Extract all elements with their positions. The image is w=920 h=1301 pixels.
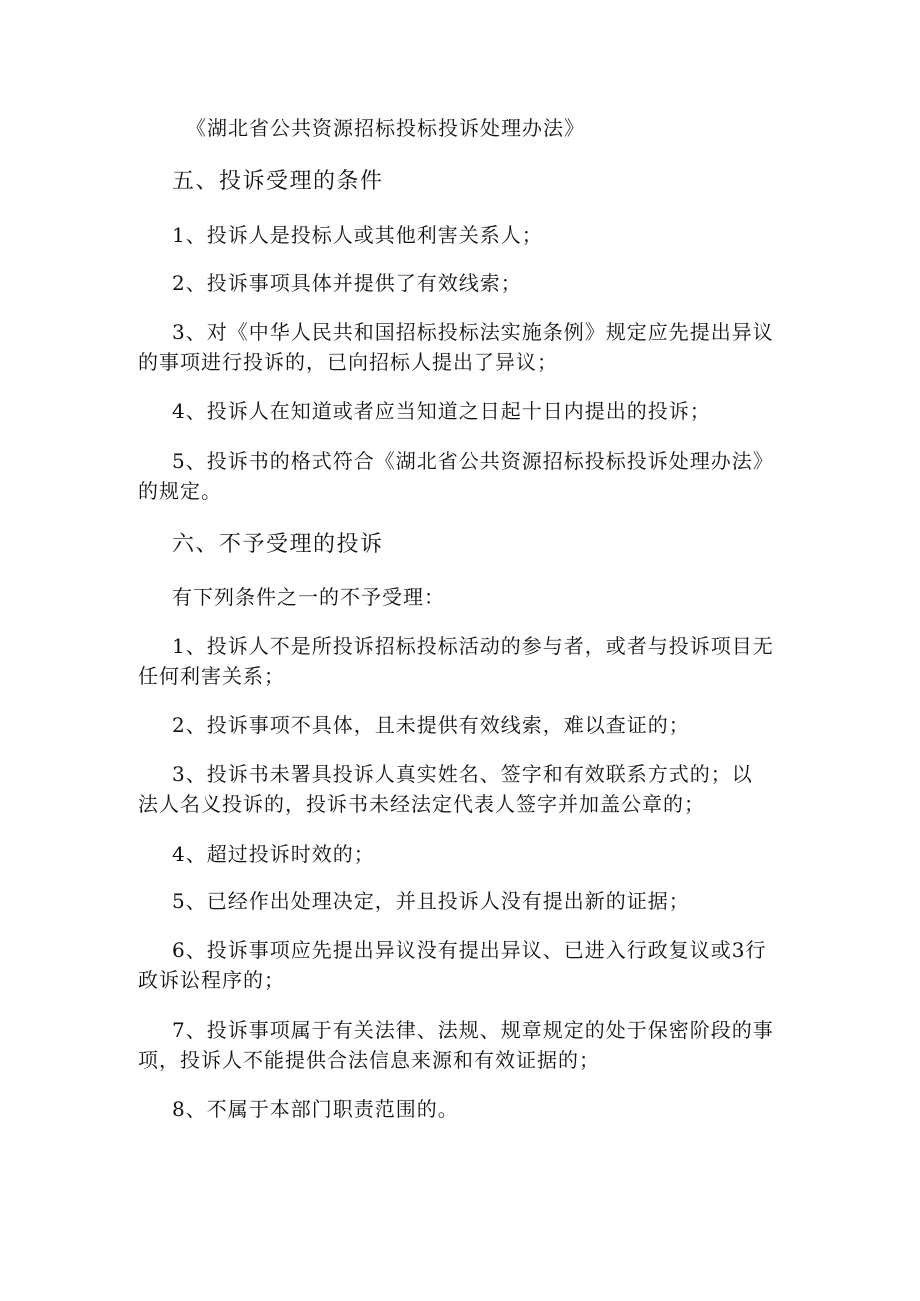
section-6-item-1-line-2: 任何利害关系；: [138, 664, 285, 688]
section-6-item-1-line-1: 1、投诉人不是所投诉招标投标活动的参与者，或者与投诉项目无: [172, 634, 774, 658]
section-6-heading: 六、不予受理的投诉: [172, 532, 384, 557]
section-5-item-5-line-1: 5、投诉书的格式符合《湖北省公共资源招标投标投诉处理办法》: [172, 449, 774, 473]
section-6-item-6-line-1: 6、投诉事项应先提出异议没有提出异议、已进入行政复议或3行: [172, 938, 767, 962]
section-5-heading: 五、投诉受理的条件: [172, 169, 384, 194]
section-5-item-5: [138, 446, 774, 506]
section-6-item-1: [138, 631, 774, 691]
section-6-item-2: 2、投诉事项不具体，且未提供有效线索，难以查证的；: [172, 713, 690, 737]
section-6-item-5: 5、已经作出处理决定，并且投诉人没有提出新的证据；: [172, 889, 690, 913]
section-5-item-3-line-1: 3、对《中华人民共和国招标投标法实施条例》规定应先提出异议: [172, 320, 774, 344]
section-5-item-2: 2、投诉事项具体并提供了有效线索；: [172, 271, 522, 295]
section-5-item-3: [138, 317, 774, 377]
section-5-item-4: 4、投诉人在知道或者应当知道之日起十日内提出的投诉；: [172, 399, 711, 423]
section-5-item-1: 1、投诉人是投标人或其他利害关系人；: [172, 223, 543, 247]
section-6-item-3-line-2: 法人名义投诉的，投诉书未经法定代表人签字并加盖公章的；: [138, 792, 705, 816]
reference-title: 《湖北省公共资源招标投标投诉处理办法》: [186, 116, 585, 140]
section-6-item-7-line-1: 7、投诉事项属于有关法律、法规、规章规定的处于保密阶段的事: [172, 1018, 774, 1042]
section-6-item-6: [138, 935, 766, 995]
section-6-item-7: [138, 1015, 774, 1075]
section-6-item-8: 8、不属于本部门职责范围的。: [172, 1097, 459, 1121]
section-6-item-3: [138, 759, 753, 819]
section-5-item-5-line-2: 的规定。: [138, 479, 222, 503]
section-6-intro: 有下列条件之一的不予受理：: [172, 585, 445, 609]
section-6-item-7-line-2: 项，投诉人不能提供合法信息来源和有效证据的；: [138, 1048, 600, 1072]
section-6-item-4: 4、超过投诉时效的；: [172, 842, 375, 866]
section-6-item-6-line-2: 政诉讼程序的；: [138, 968, 285, 992]
section-6-item-3-line-1: 3、投诉书未署具投诉人真实姓名、签字和有效联系方式的；以: [172, 762, 753, 786]
section-5-item-3-line-2: 的事项进行投诉的，已向招标人提出了异议；: [138, 350, 558, 374]
